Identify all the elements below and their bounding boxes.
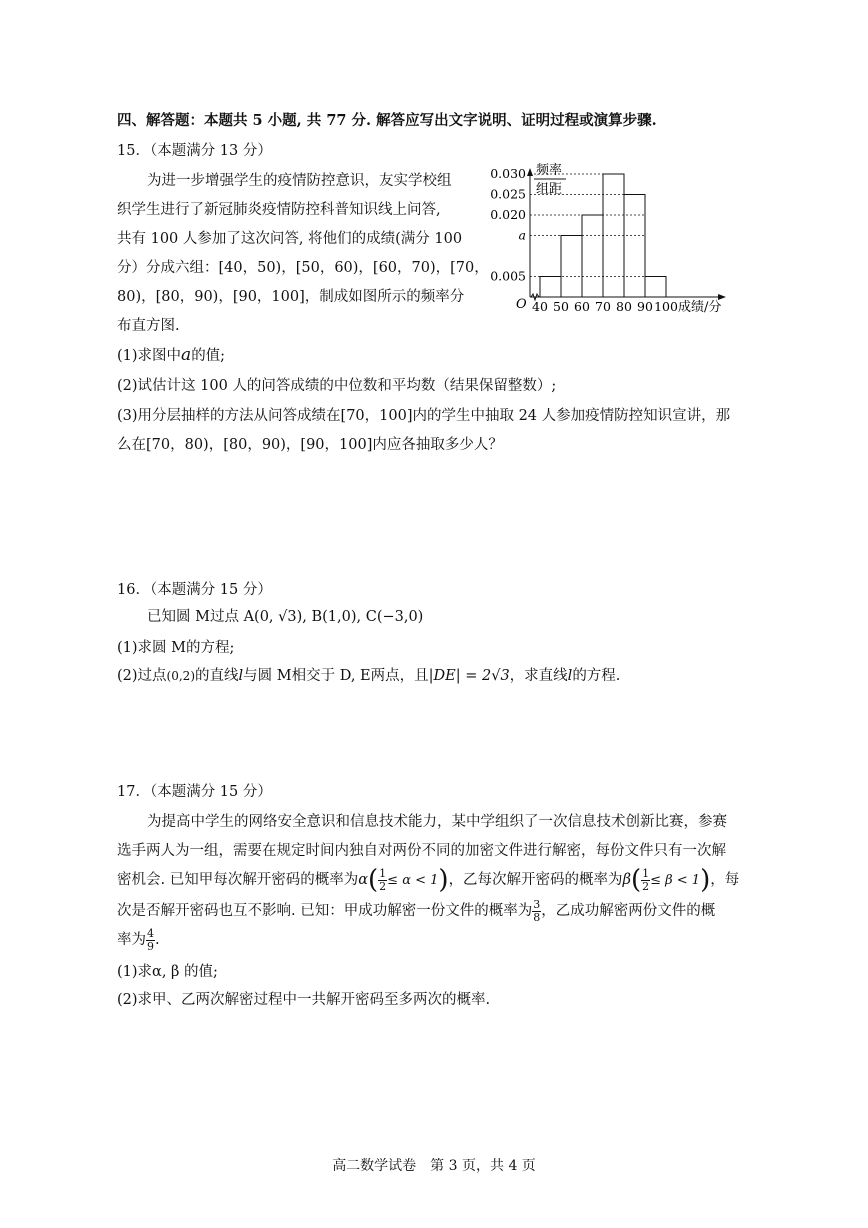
q16-sub2-b: 的直线 [195, 668, 239, 684]
y-axis-arrow [527, 168, 533, 176]
y-tick-label: 0.020 [490, 207, 526, 222]
q16-sub2-point: (0,2) [166, 669, 195, 683]
q15-sub3-line1: (3)用分层抽样的方法从问答成绩在[70，100]内的学生中抽取 24 人参加疫情防控知识宣讲，那 [117, 408, 731, 424]
q15-title: 15．（本题满分 13 分） [117, 143, 272, 159]
origin-label: O [516, 297, 527, 312]
x-tick-label: 50 [553, 299, 569, 314]
q17-line4-b: ，乙成功解密两份文件的概 [541, 903, 716, 919]
q16-sub2-line-var2: l [567, 668, 573, 684]
q17-line3-b: ，乙每次解开密码的概率为 [448, 872, 623, 888]
q16-sub2-a: (2)过点 [117, 668, 167, 684]
y-axis-label-denominator: 组距 [536, 182, 563, 197]
q15-para-line6: 布直方图. [117, 318, 180, 334]
q17-line3-a: 密机会. 已知甲每次解开密码的概率为 [117, 872, 359, 888]
q17-title: 17．（本题满分 15 分） [117, 784, 272, 800]
x-tick-label: 40 [532, 299, 548, 314]
y-tick-label: 0.005 [490, 268, 526, 284]
q17-para-line5 [117, 923, 160, 957]
q15-sub1 [117, 344, 225, 365]
q17-para-line3: 密机会. 已知甲每次解开密码的概率为α( $\frac{1}{2}$ ≤ α < 1)，乙每次解开密码的概率为β( $\frac{1}{2}$ ≤ β < 1)，每 [117, 865, 740, 895]
q17-line4-a: 次是否解开密码也互不影响. 已知：甲成功解密一份文件的概率为 [117, 903, 533, 919]
q16-sub2-d: ，求直线 [509, 668, 568, 684]
q17-fraction-4-9: $\frac{4}{9}$ [147, 926, 154, 953]
q17-line5-b: . [155, 932, 160, 948]
section-header: 四、解答题：本题共 5 小题, 共 77 分. 解答应写出文字说明、证明过程或演算步骤. [117, 112, 657, 129]
page-footer: 高二数学试卷 第 3 页，共 4 页 [332, 1158, 536, 1174]
q16-sub2-eq: |DE| = 2√3 [428, 668, 510, 684]
q16-sub1: (1)求圆 M的方程; [117, 640, 235, 656]
histogram-bar [540, 277, 561, 298]
q17-cond-beta: ≤ β < 1 [650, 873, 701, 888]
histogram-bar [645, 277, 666, 298]
q17-line3-c: ，每 [710, 872, 740, 888]
q15-para-line2: 织学生进行了新冠肺炎疫情防控科普知识线上问答, [117, 202, 441, 218]
q17-alpha: α [358, 872, 369, 888]
q15-para-line3: 共有 100 人参加了这次问答, 将他们的成绩(满分 100 [117, 231, 463, 247]
q17-beta: β [622, 872, 631, 888]
q16-title: 16．（本题满分 15 分） [117, 582, 272, 598]
q17-para-line4 [117, 894, 715, 928]
q15-sub3-line2: 么在[70，80)，[80，90)，[90，100]内应各抽取多少人？ [117, 437, 503, 453]
q15-para-line5: 80)，[80，90)，[90，100]，制成如图所示的频率分 [117, 289, 465, 305]
q17-sub2: (2)求甲、乙两次解密过程中一共解开密码至多两次的概率. [117, 992, 491, 1008]
histogram-chart [490, 160, 750, 320]
histogram-bar [561, 236, 582, 298]
y-tick-label: 0.025 [490, 186, 526, 202]
q17-half-fraction-a: $\frac{1}{2}$ [379, 866, 387, 893]
q16-sub2 [117, 664, 620, 685]
q15-para-line1: 为进一步增强学生的疫情防控意识，友实学校组 [147, 173, 452, 189]
q17-line5-a: 率为 [117, 932, 146, 948]
q16-intro: 已知圆 M过点 A(0, √3), B(1,0), C(−3,0) [147, 609, 424, 625]
q15-sub1-text-b: 的值; [191, 348, 226, 364]
q15-sub1-var: a [181, 345, 192, 365]
histogram-bar [582, 215, 603, 297]
q15-para-line4: 分）分成六组：[40，50)，[50，60)，[60，70)，[70， [117, 260, 489, 276]
x-axis-label: 成绩/分 [678, 300, 722, 315]
x-tick-label: 100 [654, 299, 678, 314]
q16-sub2-e: 的方程. [572, 668, 621, 684]
q15-sub2: (2)试估计这 100 人的问答成绩的中位数和平均数（结果保留整数）; [117, 378, 557, 394]
x-tick-label: 70 [595, 299, 611, 314]
y-tick-label: 0.030 [490, 166, 526, 181]
x-tick-label: 60 [574, 299, 590, 314]
q17-para-line1: 为提高中学生的网络安全意识和信息技术能力，某中学组织了一次信息技术创新比赛，参赛 [147, 814, 727, 830]
y-tick-label: a [518, 227, 526, 243]
q17-para-line2: 选手两人为一组，需要在规定时间内独自对两份不同的加密文件进行解密，每份文件只有一次解 [117, 843, 726, 859]
y-axis-label-numerator: 频率 [536, 163, 563, 178]
q17-cond-alpha: ≤ α < 1 [387, 873, 439, 888]
q17-sub1: (1)求α, β 的值; [117, 964, 218, 980]
q17-half-fraction-b: $\frac{1}{2}$ [642, 866, 650, 893]
histogram-bar [624, 195, 645, 298]
q16-sub2-line-var: l [238, 668, 244, 684]
q16-sub2-c: 与圆 M相交于 D, E两点，且 [243, 668, 429, 684]
x-tick-label: 80 [616, 299, 632, 314]
q17-fraction-3-8: $\frac{3}{8}$ [533, 897, 541, 924]
q15-sub1-text-a: (1)求图中 [117, 348, 182, 364]
x-tick-label: 90 [637, 299, 653, 314]
